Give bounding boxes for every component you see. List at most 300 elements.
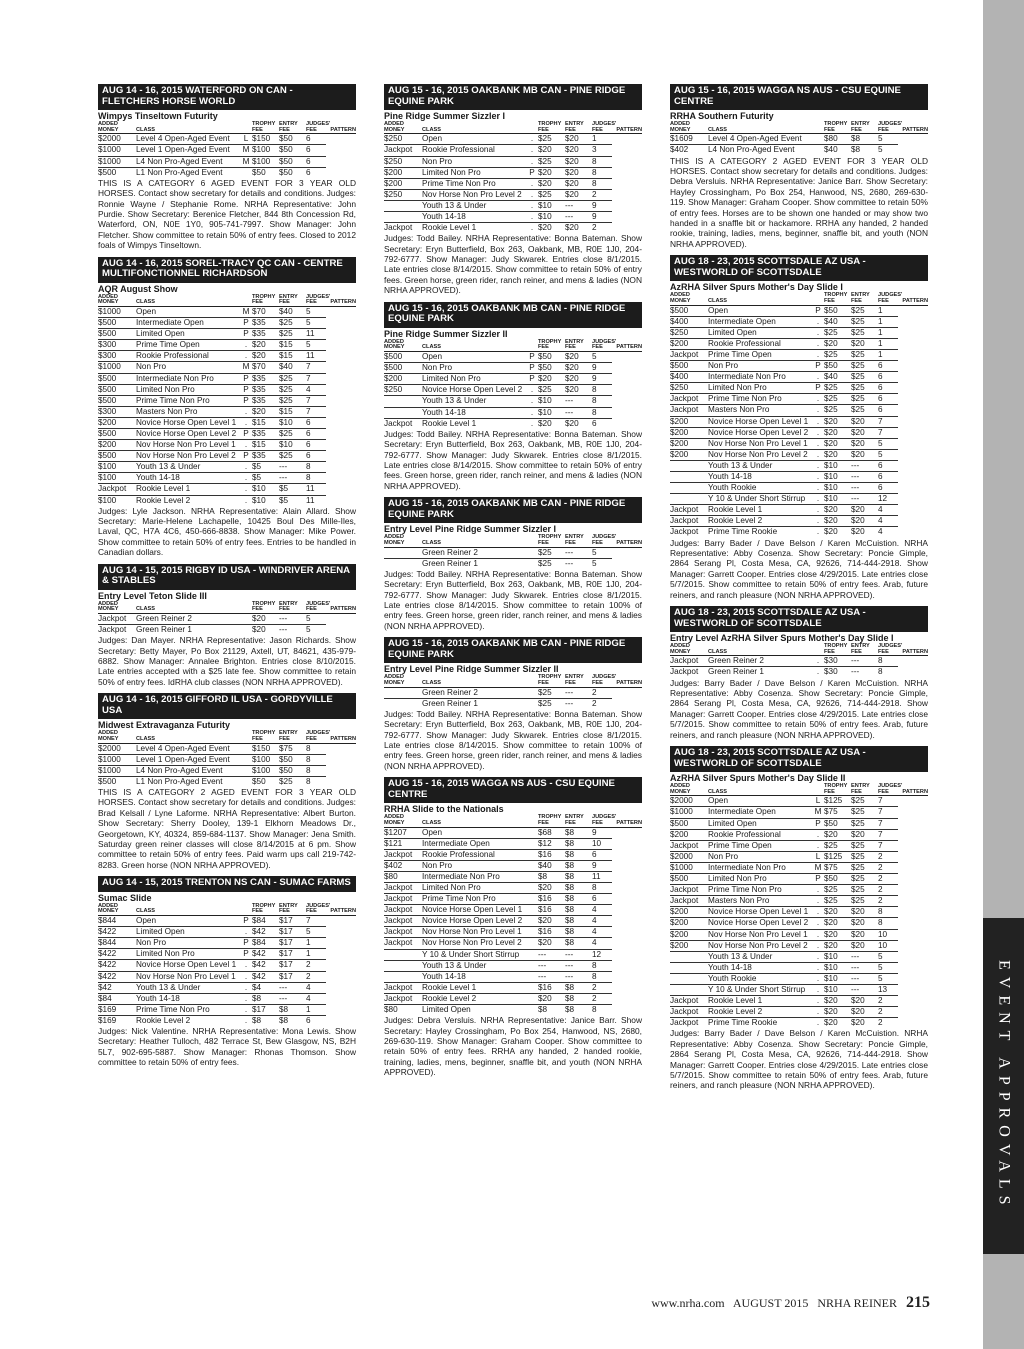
class-cell: P	[812, 305, 824, 316]
class-cell: .	[812, 656, 824, 667]
table-header	[98, 904, 356, 916]
class-cell: 11	[306, 495, 315, 505]
class-cell: 8	[306, 462, 326, 473]
class-cell: $200	[670, 416, 708, 427]
class-cell: $8	[565, 894, 592, 905]
column-header	[240, 122, 252, 134]
class-cell: $20	[538, 145, 565, 156]
event-listing	[670, 746, 928, 1091]
event-header: AUG 15 - 16, 2015 WAGGA NS AUS - CSU EQUINE CENTRE	[384, 777, 642, 803]
class-cell: $25	[851, 349, 878, 360]
header-word: ADDED	[98, 121, 118, 128]
class-row	[384, 396, 642, 407]
class-cell	[526, 827, 538, 838]
class-cell: 8	[878, 907, 898, 918]
class-cell: $20	[851, 438, 878, 449]
class-cell: Rookie Level 2	[136, 495, 191, 505]
class-cell: .	[240, 927, 252, 938]
class-cell: 2	[592, 223, 597, 233]
column-header	[612, 815, 642, 827]
class-cell: P	[526, 352, 538, 363]
class-cell: $40	[824, 145, 838, 155]
class-cell: Green Reiner 1	[708, 667, 764, 677]
header-word: CLASS	[422, 539, 441, 546]
class-cell: ---	[279, 473, 306, 484]
class-cell: M	[812, 807, 824, 818]
class-row	[670, 951, 928, 962]
class-cell: .	[240, 484, 252, 495]
class-cell: $75	[279, 743, 306, 754]
class-cell: .	[812, 372, 824, 383]
class-cell: L4 Non Pro-Aged Event	[136, 765, 240, 776]
class-cell: $1000	[98, 145, 136, 156]
header-word: ADDED	[98, 730, 118, 737]
class-cell: $20	[824, 996, 851, 1007]
class-cell: M	[240, 362, 252, 373]
class-cell: .	[240, 1004, 252, 1015]
header-word: MONEY	[384, 539, 405, 546]
class-cell: $500	[98, 329, 136, 340]
class-cell: Limited Non Pro	[422, 882, 526, 893]
class-cell: $10	[824, 951, 851, 962]
event-header: AUG 15 - 16, 2015 OAKBANK MB CAN - PINE RIDGE EQUINE PARK	[384, 497, 642, 523]
class-cell: Youth 14-18	[136, 473, 240, 484]
header-word: ADDED	[384, 338, 404, 345]
class-cell: Intermediate Open	[422, 838, 526, 849]
class-cell: P	[526, 363, 538, 374]
class-cell: 8	[878, 918, 898, 929]
class-cell: $2000	[670, 851, 708, 862]
column-header	[612, 122, 642, 134]
class-cell: $422	[98, 960, 136, 971]
class-cell: 8	[592, 407, 612, 418]
class-cell: 6	[878, 361, 898, 372]
class-cell: .	[812, 907, 824, 918]
class-cell	[384, 200, 422, 211]
header-word: ENTRY	[279, 730, 298, 737]
column-header	[538, 675, 565, 687]
column-2	[384, 84, 642, 1084]
column-header	[898, 644, 928, 656]
class-cell: $402	[670, 145, 689, 155]
class-cell: $20	[565, 223, 579, 233]
class-cell: 5	[878, 962, 898, 973]
class-cell: 6	[592, 849, 612, 860]
class-cell: $20	[538, 178, 565, 189]
class-row	[670, 372, 928, 383]
class-cell: $35	[252, 395, 279, 406]
competition-name: Entry Level Pine Ridge Summer Sizzler II	[384, 664, 559, 675]
class-cell: $500	[384, 352, 422, 363]
class-cell	[240, 754, 252, 765]
class-cell: Green Reiner 2	[422, 687, 526, 698]
class-cell	[670, 951, 708, 962]
header-word: FEE	[565, 819, 576, 826]
table-header	[384, 122, 642, 134]
event-listing	[384, 84, 642, 296]
class-cell: Jackpot	[670, 996, 708, 1007]
class-cell: $1000	[670, 807, 708, 818]
class-row	[98, 156, 356, 167]
column-header	[670, 644, 708, 656]
class-cell: 8	[306, 743, 326, 754]
class-cell: 8	[878, 667, 883, 677]
header-word: ADDED	[98, 600, 118, 607]
column-header	[565, 535, 592, 547]
header-word: CLASS	[708, 298, 727, 304]
class-cell	[670, 494, 708, 505]
class-cell: $200	[670, 338, 708, 349]
class-cell: $25	[538, 687, 565, 698]
class-cell	[526, 558, 538, 569]
header-word: FEE	[824, 126, 835, 133]
class-cell: $200	[670, 940, 708, 951]
header-word: CLASS	[422, 679, 441, 686]
event-header: AUG 14 - 16, 2015 GIFFORD IL USA - GORDYVILLE USA	[98, 693, 356, 719]
class-cell: Novice Horse Open Level 1	[708, 416, 812, 427]
class-cell: Limited Non Pro	[136, 384, 240, 395]
table-header	[384, 340, 642, 352]
class-cell: $20	[851, 505, 878, 516]
header-word: TROPHY	[824, 292, 848, 299]
competition	[670, 111, 928, 155]
class-cell: ---	[565, 407, 592, 418]
header-word: JUDGES'	[878, 643, 903, 650]
event-listing	[98, 257, 356, 558]
class-cell: ---	[565, 687, 592, 698]
class-row	[98, 754, 356, 765]
class-row	[384, 212, 642, 223]
event-notes: Judges: Lyle Jackson. NRHA Representative: Alain Allard. Show Secretary: Marie-Helene Lachapelle, 10425 Boul Des Mille-Iles, Laval, QC, H7A 4C6, 450-666-8838. Show Manager: Mike Power. Show committee to retain 50% of entry fees. Entries to be handled in Canadian dollars.	[98, 505, 356, 558]
column-header	[326, 731, 356, 743]
class-cell: Open	[708, 305, 812, 316]
class-cell: 2	[592, 698, 597, 708]
competition-name: Pine Ridge Summer Sizzler I	[384, 111, 506, 122]
class-cell: Intermediate Non Pro	[708, 862, 812, 873]
class-row	[98, 429, 356, 440]
class-cell: Green Reiner 2	[422, 547, 526, 558]
class-cell: $16	[538, 905, 565, 916]
class-cell: Youth 13 & Under	[708, 460, 812, 471]
class-cell: $250	[670, 383, 708, 394]
competition	[98, 720, 356, 787]
event-header: AUG 14 - 16, 2015 SOREL-TRACY QC CAN - CENTRE MULTIFONCTIONNEL RICHARDSON	[98, 257, 356, 283]
class-row	[670, 907, 928, 918]
class-cell: Rookie Professional	[422, 145, 526, 156]
class-cell: 9	[592, 374, 612, 385]
class-cell: 7	[878, 416, 898, 427]
header-word: FEE	[252, 606, 263, 613]
class-cell: $25	[824, 383, 851, 394]
class-cell: $8	[565, 871, 592, 882]
column-header	[592, 814, 617, 827]
class-cell: $16	[538, 982, 565, 993]
class-cell: M	[812, 862, 824, 873]
class-row	[384, 849, 642, 860]
header-word: FEE	[565, 679, 576, 686]
class-cell: Green Reiner 1	[422, 698, 478, 708]
class-cell: Jackpot	[384, 145, 422, 156]
class-cell: $20	[252, 351, 279, 362]
class-cell	[384, 687, 422, 698]
class-cell: Nov Horse Non Pro Level 2	[708, 449, 812, 460]
header-word: FEE	[279, 908, 290, 915]
class-row	[384, 905, 642, 916]
class-cell: $25	[851, 405, 878, 416]
class-cell	[526, 982, 538, 993]
class-row	[98, 971, 356, 982]
class-cell: 2	[878, 1018, 883, 1028]
class-row	[98, 406, 356, 417]
class-row	[384, 860, 642, 871]
class-cell: 2	[592, 982, 612, 993]
class-cell: 2	[878, 896, 898, 907]
class-cell: Nov Horse Non Pro Level 1	[422, 927, 526, 938]
header-word: PATTERN	[330, 299, 356, 306]
class-cell: .	[812, 996, 824, 1007]
class-cell: Jackpot	[384, 882, 422, 893]
class-cell: Jackpot	[384, 418, 413, 428]
class-cell: Prime Time Open	[136, 340, 240, 351]
class-cell: 8	[306, 754, 326, 765]
class-cell: 8	[592, 971, 612, 982]
class-cell: 10	[878, 929, 898, 940]
event-header: AUG 14 - 15, 2015 TRENTON NS CAN - SUMAC FARMS	[98, 876, 356, 892]
class-cell: Rookie Professional	[136, 351, 240, 362]
header-word: MONEY	[98, 299, 119, 306]
column-header	[384, 122, 422, 134]
class-cell: $200	[670, 907, 708, 918]
header-word: FEE	[878, 126, 889, 133]
class-cell: 9	[592, 363, 612, 374]
header-word: ENTRY	[565, 121, 584, 128]
class-cell: $25	[279, 373, 306, 384]
class-cell: $70	[252, 362, 279, 373]
class-row	[384, 189, 642, 200]
class-cell: 7	[878, 796, 898, 807]
class-cell: Youth 14-18	[422, 407, 526, 418]
class-cell	[812, 145, 824, 156]
header-word: FEE	[592, 126, 603, 133]
class-cell: 6	[878, 472, 898, 483]
class-row	[384, 200, 642, 211]
event-listing	[384, 777, 642, 1077]
class-cell	[526, 949, 538, 960]
class-cell: $50	[824, 305, 851, 316]
class-cell: .	[526, 385, 538, 396]
column-header	[384, 675, 422, 687]
class-row	[670, 984, 928, 995]
class-cell: 4	[878, 527, 883, 537]
column-header	[326, 602, 356, 614]
class-cell: $84	[252, 938, 279, 949]
class-cell: $25	[851, 361, 878, 372]
class-cell: 4	[878, 505, 898, 516]
class-cell: .	[812, 1007, 824, 1018]
header-word: JUDGES'	[878, 292, 903, 299]
class-cell: 1	[878, 338, 898, 349]
class-cell: $125	[824, 851, 851, 862]
class-cell: $25	[851, 383, 878, 394]
class-cell: 2	[878, 885, 898, 896]
column-header	[526, 675, 538, 687]
class-cell: $15	[252, 440, 279, 451]
class-cell	[526, 927, 538, 938]
header-word: MONEY	[384, 679, 405, 686]
event-notes: Judges: Todd Bailey. NRHA Representative: Bonna Bateman. Show Secretary: Eryn Butterfield, Box 263, Oakbank, MB, R0E 1J0, 204-792-6777. Show Manager: Judy Skwarek. Entries close 8/1/2015. Late entries close 8/14/2015. Show committee to retain 50% of entry fees. Green horse, green rider, ranch reiner, and mens & ladies (NON NRHA APPROVED).	[384, 233, 642, 296]
class-cell: 7	[878, 829, 898, 840]
class-cell: $17	[279, 971, 306, 982]
class-cell: $200	[98, 440, 136, 451]
class-cell: $20	[824, 907, 851, 918]
class-cell: 5	[878, 973, 898, 984]
class-cell: $84	[98, 993, 136, 1004]
class-cell: $2000	[98, 134, 136, 145]
class-cell: $100	[98, 462, 136, 473]
class-cell: Nov Horse Non Pro Level 1	[136, 971, 240, 982]
class-cell: Jackpot	[670, 394, 708, 405]
page-footer	[600, 1294, 930, 1312]
class-cell: Limited Open	[136, 329, 240, 340]
class-cell: .	[526, 396, 538, 407]
class-cell: .	[240, 440, 252, 451]
class-cell	[670, 472, 708, 483]
class-cell: $20	[824, 1018, 838, 1028]
class-cell: 1	[306, 938, 326, 949]
class-cell: .	[812, 896, 824, 907]
class-table	[98, 904, 356, 1026]
column-header	[136, 295, 240, 307]
class-cell: $10	[279, 440, 306, 451]
class-cell: $250	[384, 156, 422, 167]
class-row	[670, 134, 928, 145]
class-cell: $20	[851, 527, 865, 537]
class-cell: $15	[279, 406, 306, 417]
class-cell: .	[812, 840, 824, 851]
class-cell: $20	[851, 940, 878, 951]
class-row	[384, 145, 642, 156]
header-word: ENTRY	[565, 814, 584, 821]
class-cell: $100	[98, 495, 117, 505]
class-cell	[670, 460, 708, 471]
class-cell: $25	[824, 327, 851, 338]
class-cell: Open	[136, 916, 240, 927]
class-cell: $500	[98, 451, 136, 462]
class-cell: $20	[538, 916, 565, 927]
class-cell: $422	[98, 971, 136, 982]
class-cell	[670, 483, 708, 494]
class-cell: 5	[592, 558, 597, 568]
class-cell: Jackpot	[384, 982, 422, 993]
class-row	[98, 960, 356, 971]
class-cell: 12	[878, 494, 898, 505]
class-row	[384, 960, 642, 971]
class-cell: $25	[851, 796, 878, 807]
header-word: JUDGES'	[592, 674, 617, 681]
class-cell: $80	[384, 1005, 398, 1014]
class-cell: Nov Horse Non Pro Level 2	[422, 189, 526, 200]
class-cell: Non Pro	[422, 363, 526, 374]
class-cell: Novice Horse Open Level 2	[708, 918, 812, 929]
class-cell: Y 10 & Under Short Stirrup	[708, 494, 812, 505]
class-cell: 8	[878, 656, 898, 667]
event-listing	[384, 637, 642, 771]
column-header	[136, 731, 240, 743]
class-cell: 6	[306, 451, 326, 462]
class-cell: Jackpot	[670, 667, 699, 677]
class-row	[384, 838, 642, 849]
column-header	[279, 904, 306, 916]
class-cell: Limited Non Pro	[708, 874, 812, 885]
class-cell: ---	[279, 614, 306, 625]
class-row	[98, 743, 356, 754]
class-cell: $20	[252, 614, 279, 625]
class-cell: Prime Time Non Pro	[422, 894, 526, 905]
event-notes: THIS IS A CATEGORY 6 AGED EVENT FOR 3 YEAR OLD HORSES. Contact show secretary for details and conditions. Judges: Ronnie Wayne / Stephanie Rome. NRHA Representative: John Purdie. Show Secretary: Berenice Fletcher, 844 8th Concession Rd, Waterford, ON, N0E 1Y0, 905-741-7997. Show Manager: John Fletcher. Show committee to retain 50% of entry fees. Closed to 2012 foals of Wimpys Tinseltown.	[98, 177, 356, 251]
class-cell: $15	[279, 340, 306, 351]
class-cell: $25	[279, 776, 293, 786]
class-cell: $25	[851, 305, 878, 316]
class-cell: 8	[592, 178, 612, 189]
header-word: CLASS	[136, 736, 155, 743]
class-row	[670, 145, 928, 156]
class-cell: Green Reiner 1	[422, 558, 478, 568]
class-cell: $10	[824, 494, 851, 505]
class-cell: $80	[384, 871, 422, 882]
table-header	[670, 293, 928, 305]
class-cell: .	[812, 984, 824, 995]
header-word: JUDGES'	[878, 121, 903, 128]
competition-name: AQR August Show	[98, 283, 178, 294]
header-word: FEE	[878, 788, 889, 795]
column-header	[565, 340, 592, 352]
class-cell: Prime Time Non Pro	[136, 1004, 240, 1015]
competition-name: Entry Level Teton Slide III	[98, 590, 207, 601]
header-word: MONEY	[98, 126, 119, 133]
class-cell: Open	[422, 827, 526, 838]
class-cell: $20	[824, 1007, 851, 1018]
class-cell: 6	[306, 1015, 311, 1025]
class-cell: $25	[851, 807, 878, 818]
class-cell: 13	[878, 984, 898, 995]
class-cell: Jackpot	[384, 905, 422, 916]
class-cell: 6	[306, 156, 326, 167]
class-table	[98, 122, 356, 178]
class-cell: $1000	[670, 862, 708, 873]
class-row	[384, 993, 642, 1004]
class-cell: $20	[538, 223, 552, 233]
class-cell: $1207	[384, 827, 422, 838]
class-cell: ---	[279, 625, 288, 635]
class-cell: Youth Rookie	[708, 973, 812, 984]
class-row	[670, 996, 928, 1007]
class-cell: $100	[98, 473, 136, 484]
class-cell: $200	[384, 374, 422, 385]
class-row	[384, 352, 642, 363]
class-row	[670, 472, 928, 483]
class-cell: Rookie Level 1	[136, 484, 240, 495]
class-row	[670, 316, 928, 327]
class-cell	[526, 860, 538, 871]
class-cell: .	[812, 438, 824, 449]
class-cell: 8	[592, 167, 612, 178]
class-cell: $200	[98, 417, 136, 428]
class-cell: $40	[824, 372, 851, 383]
class-cell: 3	[592, 145, 612, 156]
header-word: ENTRY	[851, 121, 870, 128]
header-word: FEE	[851, 298, 862, 304]
class-cell: $25	[279, 329, 306, 340]
